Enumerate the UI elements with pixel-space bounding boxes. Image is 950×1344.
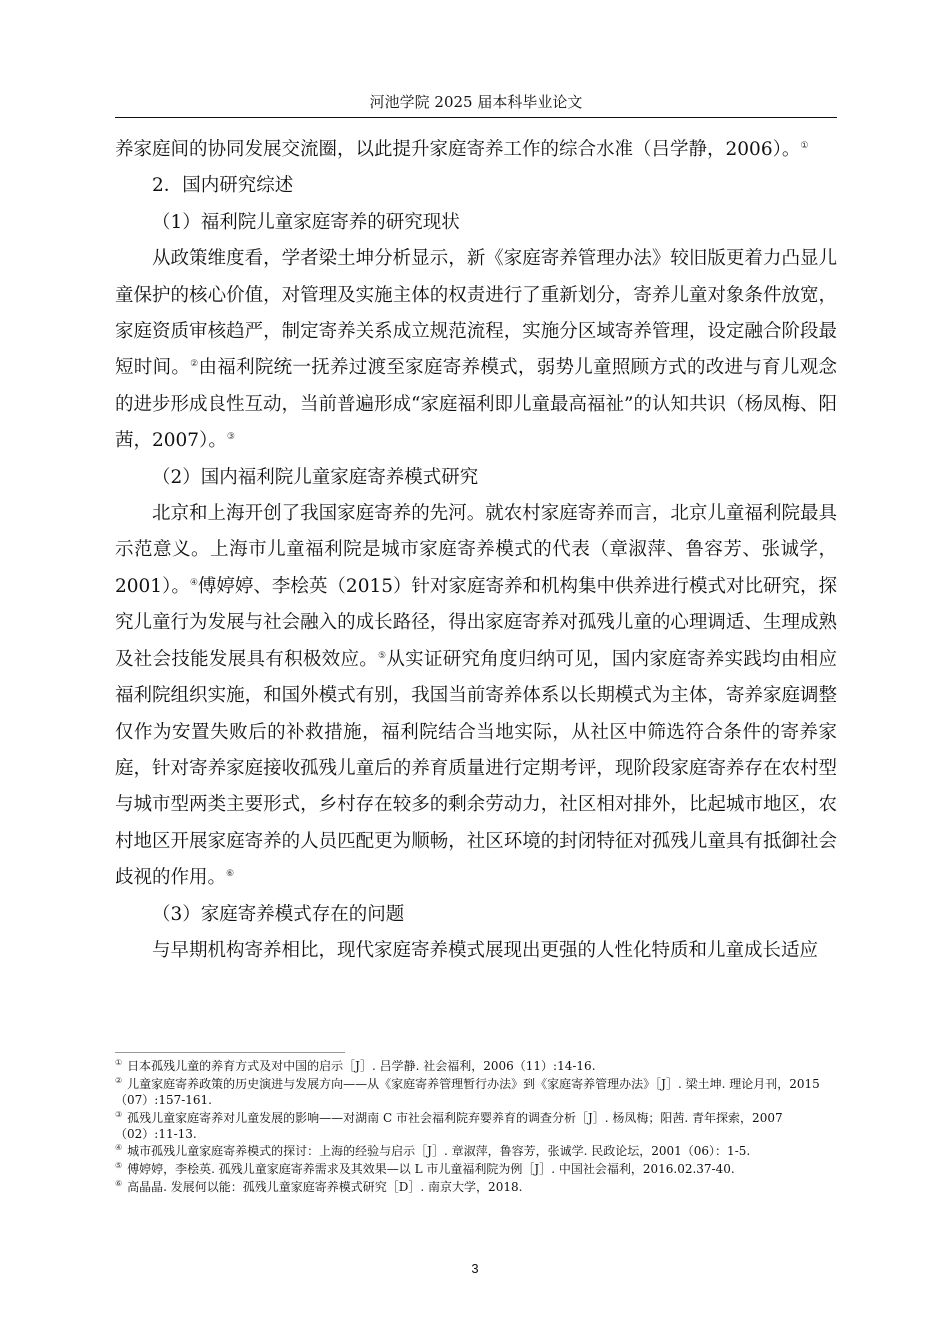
footnote-text: 日本孤残儿童的养育方式及对中国的启示［J］. 吕学静. 社会福利，2006（11）:14-16. xyxy=(127,1059,596,1073)
footnote-divider xyxy=(115,1052,345,1053)
page-header: 河池学院 2025 届本科毕业论文 xyxy=(369,93,583,111)
footnote-text: 傅婷婷，李桧英. 孤残儿童家庭寄养需求及其效果—以 L 市儿童福利院为例［J］. 中国社会福利，2016.02.37-40. xyxy=(127,1162,735,1177)
paragraph-text: 从政策维度看，学者梁土坤分析显示，新《家庭寄养管理办法》较旧版更着力凸显儿童保护的核心价值，对管理及实施主体的权责进行了重新划分，寄养儿童对象条件放宽，家庭资质审核趋严，制定寄养关系成立规范流程，实施分区域寄养管理，设定融合阶段最短时间。 xyxy=(115,248,837,379)
footnotes xyxy=(115,1058,843,1197)
footnote-text: 孤残儿童家庭寄养对儿童发展的影响——对湖南 C 市社会福利院弃婴养育的调查分析［J］. 杨凤梅；阳茜. 青年探索，2007（02）:11-13. xyxy=(115,1110,783,1141)
paragraph-text: 傅婷婷、李桧英（2015）针对家庭寄养和机构集中供养进行模式对比研究，探究儿童行为发展与社会融入的成长路径，得出家庭寄养对孤残儿童的心理调适、生理成熟及社会技能发展具有积极效应。 xyxy=(115,575,838,670)
footnote-ref[interactable]: ① xyxy=(800,140,809,151)
footnote-ref[interactable]: ⑥ xyxy=(226,868,235,879)
subsection-heading: （1）福利院儿童家庭寄养的研究现状 xyxy=(152,211,460,233)
paragraph-text: 从实证研究角度归纳可见，国内家庭寄养实践均由相应福利院组织实施，和国外模式有别，我国当前寄养体系以长期模式为主体，寄养家庭调整仅作为安置失败后的补救措施，福利院结合当地实际，从社区中筛选符合条件的寄养家庭，针对寄养家庭接收孤残儿童后的养育质量进行定期考评，现阶段家庭寄养存在农村型与城市型两类主要形式，乡村存在较多的剩余劳动力，社区相对排外，比起城市地区，农村地区开展家庭寄养的人员匹配更为顺畅，社区环境的封闭特征对孤残儿童具有抵御社会歧视的作用。 xyxy=(115,648,837,889)
paragraph-text: 养家庭间的协同发展交流圈，以此提升家庭寄养工作的综合水准（吕学静，2006）。 xyxy=(115,139,801,160)
footnote xyxy=(115,1179,843,1195)
footnote xyxy=(115,1161,843,1177)
footnote-mark: ④ xyxy=(115,1143,123,1153)
footnote-mark: ⑤ xyxy=(115,1161,123,1171)
main-text xyxy=(115,132,837,969)
footnote-mark: ① xyxy=(115,1058,123,1067)
footnote-ref[interactable]: ④ xyxy=(189,577,198,588)
footnote-text: 城市孤残儿童家庭寄养模式的探讨：上海的经验与启示［J］. 章淑萍，鲁容芳，张诚学. 民政论坛，2001（06）：1-5. xyxy=(127,1144,751,1159)
footnote xyxy=(115,1143,843,1159)
footnote xyxy=(115,1076,843,1108)
footnote xyxy=(115,1110,843,1142)
footnote-text: 高晶晶. 发展何以能：孤残儿童家庭寄养模式研究［D］. 南京大学，2018. xyxy=(127,1179,523,1194)
footnote-text: 儿童家庭寄养政策的历史演进与发展方向——从《家庭寄养管理暂行办法》到《家庭寄养管理办法》［J］. 梁土坤. 理论月刊，2015（07）:157-161. xyxy=(115,1076,820,1107)
paragraph xyxy=(115,241,837,459)
footnote-mark: ② xyxy=(115,1075,123,1085)
paragraph-continued xyxy=(115,132,837,168)
subsection-heading: （2）国内福利院儿童家庭寄养模式研究 xyxy=(152,466,479,488)
section-heading: 2．国内研究综述 xyxy=(152,175,294,197)
paragraph xyxy=(115,496,837,896)
footnote-mark: ③ xyxy=(115,1109,123,1119)
page-number: 3 xyxy=(471,1261,479,1276)
paragraph: 与早期机构寄养相比，现代家庭寄养模式展现出更强的人性化特质和儿童成长适应 xyxy=(152,939,819,961)
footnote-mark: ⑥ xyxy=(115,1178,123,1188)
footnote xyxy=(115,1058,843,1074)
footnote-ref[interactable]: ② xyxy=(190,359,199,370)
footnote-ref[interactable]: ③ xyxy=(226,432,235,443)
paragraph-text: 由福利院统一抚养过渡至家庭寄养模式，弱势儿童照顾方式的改进与育儿观念的进步形成良性互动，当前普遍形成“家庭福利即儿童最高福祉”的认知共识（杨凤梅、阳茜，2007）。 xyxy=(115,357,837,452)
paragraph-text: 北京和上海开创了我国家庭寄养的先河。就农村家庭寄养而言，北京儿童福利院最具示范意义。上海市儿童福利院是城市家庭寄养模式的代表（章淑萍、鲁容芳、张诚学，2001）。 xyxy=(115,503,837,597)
footnote-ref[interactable]: ⑤ xyxy=(378,650,387,661)
subsection-heading: （3）家庭寄养模式存在的问题 xyxy=(152,903,405,925)
header-divider xyxy=(115,117,837,118)
